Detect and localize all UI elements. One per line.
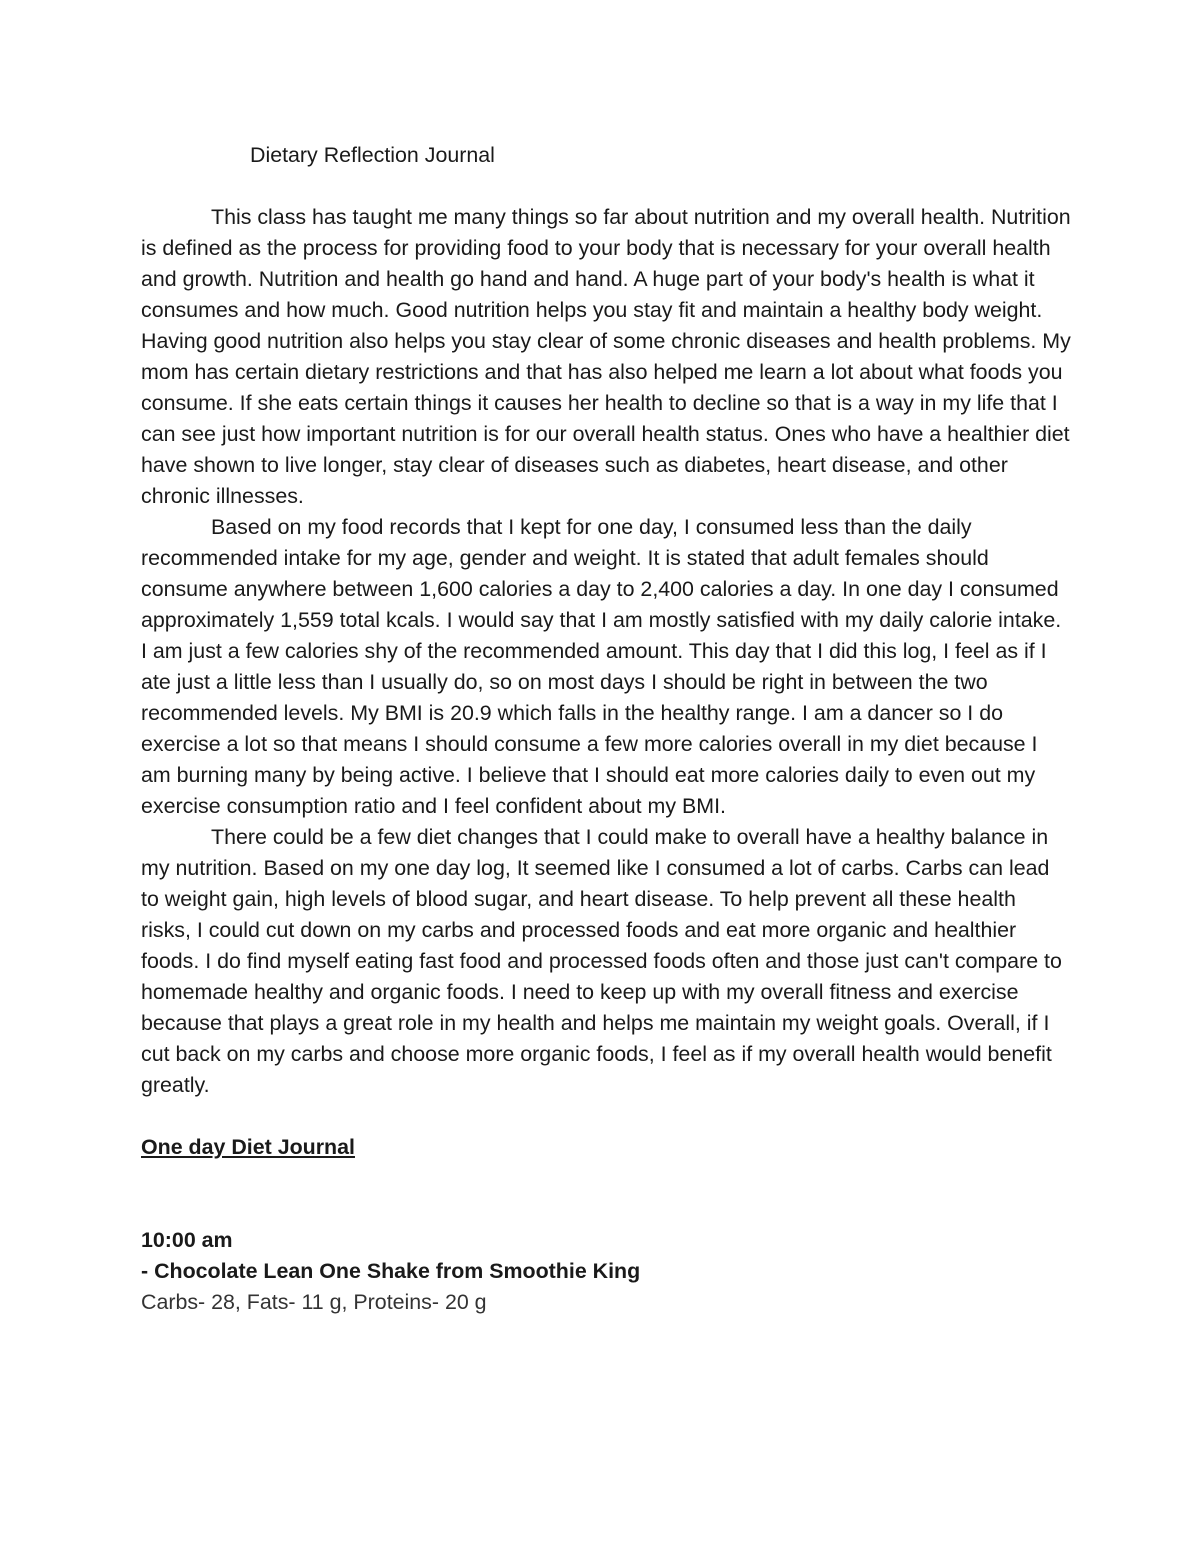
entry-macros: Carbs- 28, Fats- 11 g, Proteins- 20 g [141, 1290, 487, 1314]
paragraph-3: There could be a few diet changes that I could make to overall have a healthy balance in my nutrition. Based on my one day log, It seemed like I consumed a lot of carbs. Carbs can lead to weight gain, high levels of blood sugar, and heart disease. To help prevent all these health risks, I could cut down on my carbs and processed foods and eat more organic and healthier foods. I do find myself eating fast food and processed foods often and those just can't compare to homemade healthy and organic foods. I need to keep up with my overall fitness and exercise because that plays a great role in my health and helps me maintain my weight goals. Overall, if I cut back on my carbs and choose more organic foods, I feel as if my overall health would benefit greatly. [141, 825, 1062, 1097]
journal-entry [141, 1225, 1071, 1318]
document-title: Dietary Reflection Journal [250, 143, 495, 167]
entry-time: 10:00 am [141, 1228, 233, 1252]
entry-item: - Chocolate Lean One Shake from Smoothie King [141, 1259, 641, 1283]
paragraph-2: Based on my food records that I kept for one day, I consumed less than the daily recommended intake for my age, gender and weight. It is stated that adult females should consume anywhere between 1,600 calories a day to 2,400 calories a day. In one day I consumed approximately 1,559 total kcals. I would say that I am mostly satisfied with my daily calorie intake. I am just a few calories shy of the recommended amount. This day that I did this log, I feel as if I ate just a little less than I usually do, so on most days I should be right in between the two recommended levels. My BMI is 20.9 which falls in the healthy range. I am a dancer so I do exercise a lot so that means I should consume a few more calories overall in my diet because I am burning many by being active. I believe that I should eat more calories daily to even out my exercise consumption ratio and I feel confident about my BMI. [141, 515, 1062, 818]
journal-heading: One day Diet Journal [141, 1135, 355, 1159]
document-body [141, 140, 1071, 1318]
paragraph-1: This class has taught me many things so far about nutrition and my overall health. Nutrition is defined as the process for providing food to your body that is necessary for your overall health and growth. Nutrition and health go hand and hand. A huge part of your body's health is what it consumes and how much. Good nutrition helps you stay fit and maintain a healthy body weight. Having good nutrition also helps you stay clear of some chronic diseases and health problems. My mom has certain dietary restrictions and that has also helped me learn a lot about what foods you consume. If she eats certain things it causes her health to decline so that is a way in my life that I can see just how important nutrition is for our overall health status. Ones who have a healthier diet have shown to live longer, stay clear of diseases such as diabetes, heart disease, and other chronic illnesses. [141, 205, 1071, 508]
